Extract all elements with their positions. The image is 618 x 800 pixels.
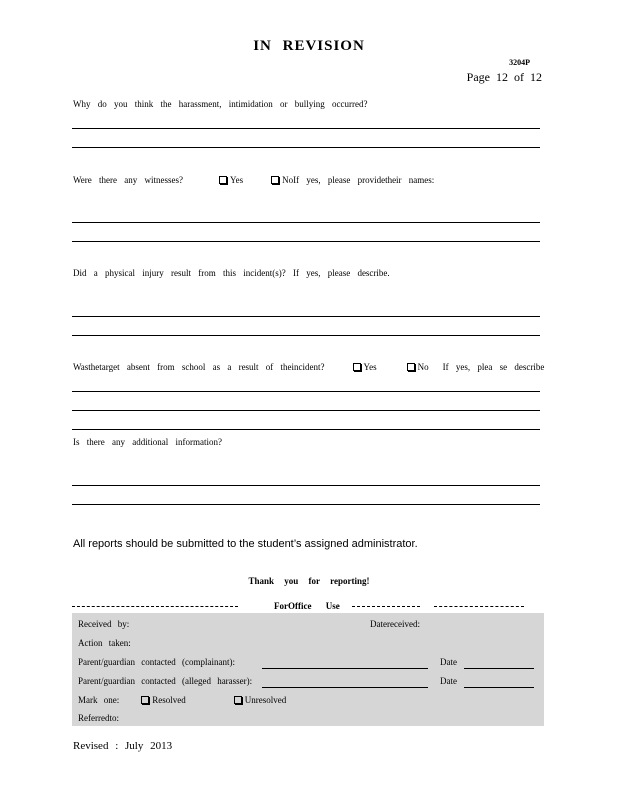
referred-to-label: Referredto: bbox=[78, 713, 119, 723]
absent-no-label: No bbox=[417, 362, 429, 372]
form-code: 3204P bbox=[509, 58, 530, 67]
parent-harasser-label: Parent/guardian contacted (alleged harasser): bbox=[78, 676, 253, 686]
divider-dash bbox=[434, 606, 524, 607]
unresolved-checkbox[interactable] bbox=[234, 696, 242, 704]
question-target-absent bbox=[73, 362, 544, 372]
answer-line[interactable] bbox=[72, 391, 540, 392]
date-label: Date bbox=[440, 657, 457, 667]
page-title: IN REVISION bbox=[253, 38, 365, 54]
witnesses-no-label: NoIf yes, please providetheir names: bbox=[282, 175, 435, 185]
question-additional-info: Is there any additional information? bbox=[73, 437, 222, 447]
thanks-message: Thank you for reporting! bbox=[248, 576, 370, 586]
divider-dash bbox=[352, 606, 420, 607]
answer-line[interactable] bbox=[72, 504, 540, 505]
answer-line[interactable] bbox=[72, 485, 540, 486]
parent-harasser-field[interactable] bbox=[262, 687, 428, 688]
answer-line[interactable] bbox=[72, 335, 540, 336]
witnesses-no-checkbox[interactable] bbox=[271, 176, 279, 184]
unresolved-label: Unresolved bbox=[244, 695, 287, 705]
answer-line[interactable] bbox=[72, 128, 540, 129]
answer-line[interactable] bbox=[72, 147, 540, 148]
revised-date: Revised : July 2013 bbox=[73, 740, 173, 752]
mark-one-text: Mark one: bbox=[78, 695, 120, 705]
date-received-label: Datereceived: bbox=[370, 619, 420, 629]
answer-line[interactable] bbox=[72, 222, 540, 223]
question-physical-injury: Did a physical injury result from this incident(s)? If yes, please describe. bbox=[73, 268, 390, 278]
resolved-checkbox[interactable] bbox=[141, 696, 149, 704]
answer-line[interactable] bbox=[72, 410, 540, 411]
date-label: Date bbox=[440, 676, 457, 686]
absent-yes-checkbox[interactable] bbox=[353, 363, 361, 371]
office-use-box bbox=[72, 613, 544, 726]
answer-line[interactable] bbox=[72, 316, 540, 317]
complainant-date-field[interactable] bbox=[464, 668, 534, 669]
mark-one-label bbox=[78, 695, 286, 705]
submit-note: All reports should be submitted to the student’s assigned administrator. bbox=[73, 538, 418, 550]
answer-line[interactable] bbox=[72, 429, 540, 430]
absent-yes-label: Yes bbox=[363, 362, 377, 372]
question-why-occurred: Why do you think the harassment, intimidation or bullying occurred? bbox=[73, 99, 368, 109]
question-witnesses bbox=[73, 175, 434, 185]
absent-label: Wasthetarget absent from school as a result of theincident? bbox=[73, 362, 325, 372]
harasser-date-field[interactable] bbox=[464, 687, 534, 688]
resolved-label: Resolved bbox=[152, 695, 186, 705]
witnesses-label: Were there any witnesses? bbox=[73, 175, 183, 185]
witnesses-yes-label: Yes bbox=[229, 175, 244, 185]
witnesses-yes-checkbox[interactable] bbox=[219, 176, 227, 184]
office-use-divider bbox=[72, 601, 542, 611]
divider-dash bbox=[72, 606, 238, 607]
answer-line[interactable] bbox=[72, 241, 540, 242]
page-number: Page 12 of 12 bbox=[466, 70, 542, 84]
office-use-label: ForOffice Use bbox=[274, 601, 340, 611]
parent-complainant-label: Parent/guardian contacted (complainant): bbox=[78, 657, 235, 667]
absent-no-checkbox[interactable] bbox=[407, 363, 415, 371]
action-taken-label: Action taken: bbox=[78, 638, 131, 648]
received-by-label: Received by: bbox=[78, 619, 130, 629]
parent-complainant-field[interactable] bbox=[262, 668, 428, 669]
absent-describe-label: If yes, plea se describe bbox=[442, 362, 545, 372]
